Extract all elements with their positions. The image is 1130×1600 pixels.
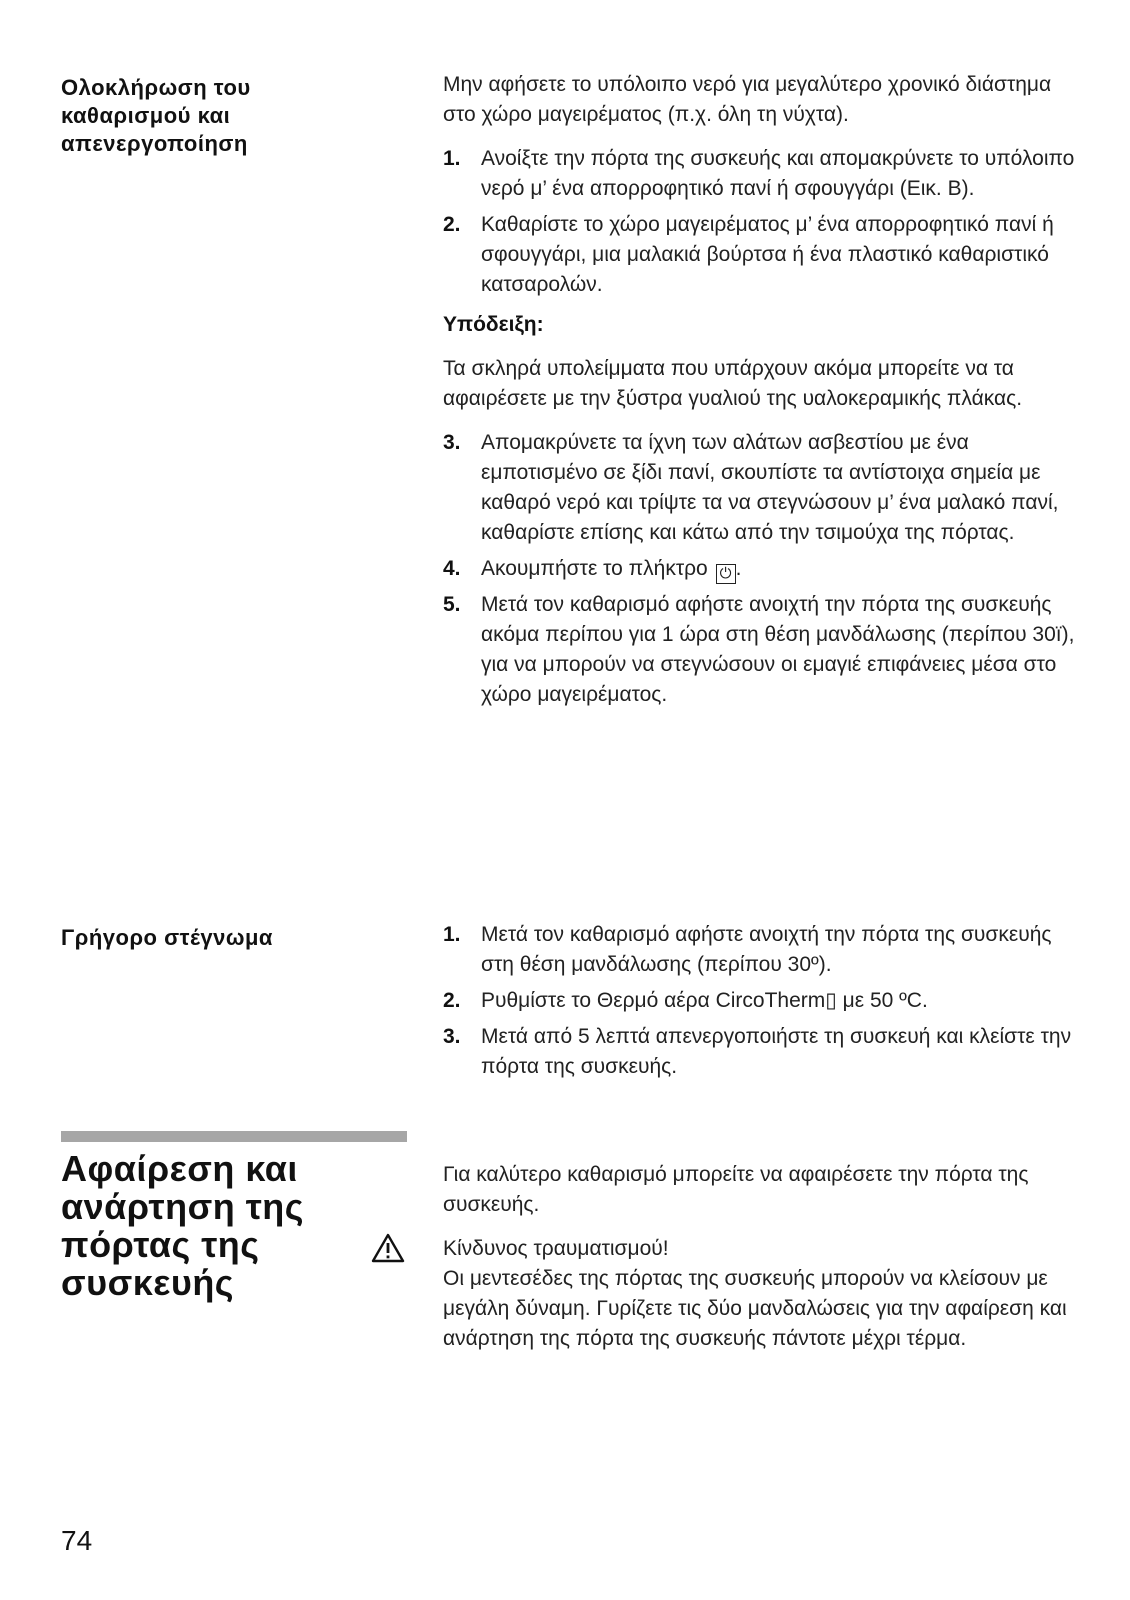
section-body-quick-drying <box>443 920 1083 1088</box>
section-divider-bar <box>61 1131 407 1142</box>
step-number: 2. <box>443 989 461 1012</box>
steps-list <box>443 428 1083 710</box>
warning-title: Κίνδυνος τραυματισμού! <box>443 1237 669 1260</box>
step-text: Ρυθμίστε το Θερμό αέρα CircoTherm▯ με 50 ºC. <box>481 989 928 1012</box>
heading-line: καθαρισμού και <box>61 103 231 128</box>
warning-text: Οι μεντεσέδες της πόρτας της συσκευής μπορούν να κλείσουν με μεγάλη δύναμη. Γυρίζετε τις δύο μανδαλώσεις για την αφαίρεση και ανάρτηση της πόρτα της συσκευής πάντοτε μέχρι τέρμα. <box>443 1267 1067 1350</box>
step-number: 3. <box>443 1025 461 1048</box>
section-title-door-removal <box>61 1150 381 1302</box>
steps-list <box>443 920 1083 1082</box>
steps-list <box>443 144 1083 300</box>
step-item <box>443 428 1083 548</box>
step-item <box>443 554 1083 584</box>
step-item <box>443 210 1083 300</box>
step-text: Μετά τον καθαρισμό αφήστε ανοιχτή την πόρτα της συσκευής στη θέση μανδάλωσης (περίπου 30º). <box>481 923 1052 976</box>
step-number: 4. <box>443 557 461 580</box>
intro-paragraph: Για καλύτερο καθαρισμό μπορείτε να αφαιρέσετε την πόρτα της συσκευής. <box>443 1163 1029 1216</box>
step-text: Μετά τον καθαρισμό αφήστε ανοιχτή την πόρτα της συσκευής ακόμα περίπου για 1 ώρα στη θέση μανδάλωσης (περίπου 30ï), για να μπορούν να στεγνώσουν οι εμαγιέ επιφάνειες μέσα στο χώρο μαγειρέματος. <box>481 593 1075 706</box>
intro-paragraph: Μην αφήσετε το υπόλοιπο νερό για μεγαλύτερο χρονικό διάστημα στο χώρο μαγειρέματος (π.χ. όλη τη νύχτα). <box>443 73 1052 126</box>
title-line: Αφαίρεση και <box>61 1148 298 1189</box>
warning-triangle-icon <box>371 1233 405 1263</box>
heading-line: Ολοκλήρωση του <box>61 75 251 100</box>
step-text: Απομακρύνετε τα ίχνη των αλάτων ασβεστίου με ένα εμποτισμένο σε ξίδι πανί, σκουπίστε τα αντίστοιχα σημεία με καθαρό νερό και τρίψτε τα να στεγνώσουν μ’ ένα μαλακό πανί, καθαρίστε επίσης και κάτω από την τσιμούχα της πόρτας. <box>481 431 1059 544</box>
note-heading: Υπόδειξη: <box>443 313 544 336</box>
section-heading-finish-cleaning <box>61 74 251 158</box>
step-item <box>443 590 1083 710</box>
page-number: 74 <box>61 1525 93 1556</box>
section-heading-quick-drying: Γρήγορο στέγνωμα <box>61 925 273 950</box>
note-text: Τα σκληρά υπολείμματα που υπάρχουν ακόμα μπορείτε να τα αφαιρέσετε με την ξύστρα γυαλιού της υαλοκεραμικής πλάκας. <box>443 357 1023 410</box>
title-line: συσκευής <box>61 1262 235 1303</box>
step-item <box>443 1022 1083 1082</box>
step-number: 2. <box>443 213 461 236</box>
step-suffix: . <box>735 557 742 580</box>
power-key-icon: ⏻ <box>716 564 736 584</box>
step-text: Καθαρίστε το χώρο μαγειρέματος μ’ ένα απορροφητικό πανί ή σφουγγάρι, μια μαλακιά βούρτσα ή ένα πλαστικό καθαριστικό κατσαρολών. <box>481 213 1054 296</box>
step-number: 1. <box>443 923 461 946</box>
step-text: Μετά από 5 λεπτά απενεργοποιήστε τη συσκευή και κλείστε την πόρτα της συσκευής. <box>481 1025 1072 1078</box>
step-number: 3. <box>443 431 461 454</box>
title-line: ανάρτηση της <box>61 1186 305 1227</box>
title-line: πόρτας της <box>61 1224 260 1265</box>
step-number: 5. <box>443 593 461 616</box>
step-item <box>443 144 1083 204</box>
step-item <box>443 920 1083 980</box>
step-text: Ακουμπήστε το πλήκτρο <box>481 557 708 580</box>
step-item <box>443 986 1083 1016</box>
section-body-finish-cleaning <box>443 70 1083 716</box>
heading-line: απενεργοποίηση <box>61 131 248 156</box>
step-text: Ανοίξτε την πόρτα της συσκευής και απομακρύνετε το υπόλοιπο νερό μ’ ένα απορροφητικό πανί ή σφουγγάρι (Εικ. B). <box>481 147 1075 200</box>
step-number: 1. <box>443 147 461 170</box>
section-body-door-removal <box>443 1160 1083 1354</box>
